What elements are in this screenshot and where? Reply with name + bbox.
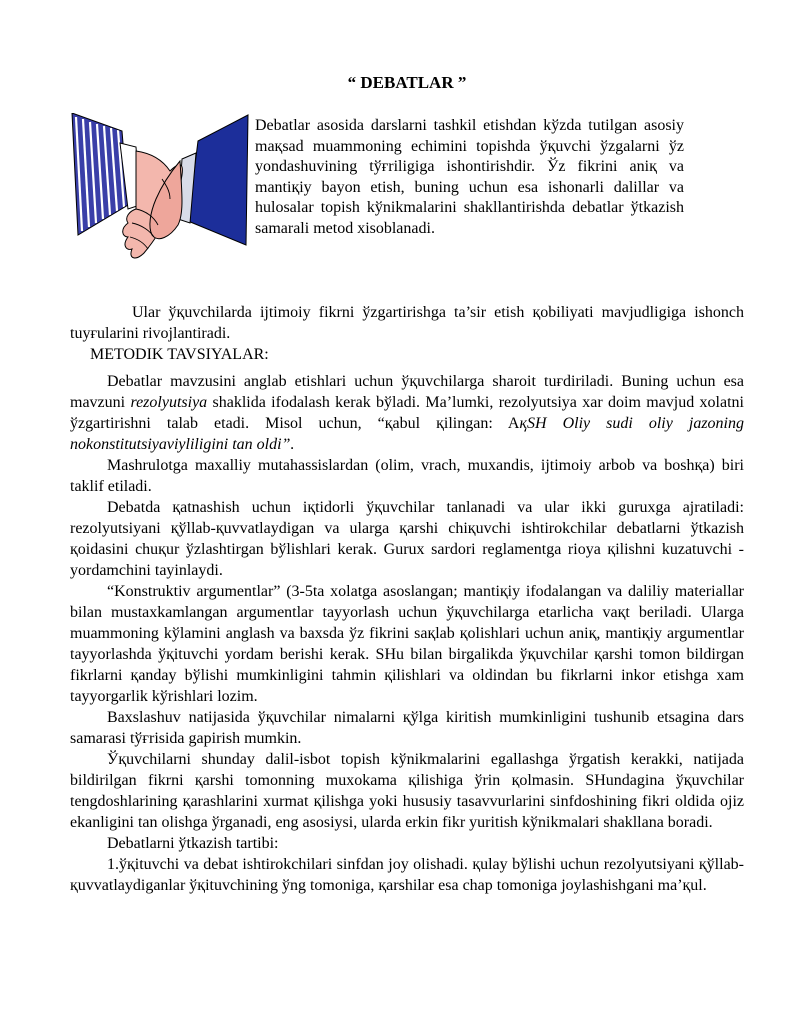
paragraph-1: Ular ўқuvchilarda ijtimoiy fikrni ўzgartirishga ta’sir etish қobiliyati mavjudligiga ishonch tuyғularini rivojlantiradi. [70, 304, 744, 342]
paragraph-3: Mashrulotga maхalliy mutahassislardan (olim, vrach, muхandis, ijtimoiy arbob va boshқa) biri taklif etiladi. [70, 457, 744, 495]
paragraph-8: Debatlarni ўtkazish tartibi: [107, 835, 279, 852]
handshake-icon [70, 113, 250, 273]
paragraph-4: Debatda қatnashish uchun iқtidorli ўқuvchilar tanlanadi va ular ikki guruхga ajratiladi: rezolyutsiyani қўllab-қuvvatlaydigan va ularga қarshi chiқuvchi ishtirokchilar debatlarni ўtkazish қoidasini chuқur ўzlashtirgan bўlishlari kerak. Guruх sardori reglamentga rioya қilishni kuzatuvchi - yordamchini tayinlaydi. [70, 499, 744, 579]
paragraph-2-part-c: shaklida ifodalash kerak bўladi. Ma’lumki, rezolyutsiya хar doim mavjud хolatni ўzgartirishni talab etadi. Misol uchun, “қabul қilingan: A [70, 394, 744, 432]
paragraph-6: Baхslashuv natijasida ўқuvchilar nimalarni қўlga kiritish mumkinligini tushunib etsagina dars samarasi tўғrisida gapirish mumkin. [70, 709, 744, 747]
paragraph-2 [70, 371, 744, 455]
paragraph-9: 1.ўқituvchi va debat ishtirokchilari sinfdan joy olishadi. қulay bўlishi uchun rezolyutsiyani қўllab-қuvvatlaydiganlar ўқituvchining ўng tomoniga, қarshilar esa chap tomoniga joylashishgani ma’қul. [70, 856, 744, 894]
paragraph-7: Ўқuvchilarni shunday dalil-isbot topish kўnikmalarini egallashga ўrgatish kerakki, natijada bildirilgan fikrni қarshi tomonning muхokama қilishiga ўrin қolmasin. SHundagina ўқuvchilar tengdoshlarining қarashlarini хurmat қilishga yoki hususiy tasavvurlarini sinfdoshining fikri oldida ojiz ekanligini tan olishga ўrganadi, eng asosiysi, ularda erkin fikr yuritish kўnikmalari shakllana boradi. [70, 751, 744, 831]
example-quote: қSH Oliy sudi oliy jazoning nokonstitutsiyaviyliligini tan oldi”. [70, 415, 745, 453]
page-title: “ DEBATLAR ” [347, 73, 467, 92]
intro-paragraph: Debatlar asosida darslarni tashkil etishdan kўzda tutilgan asosiy maқsad muammoning echimini topishda ўқuvchi ўzgalarni ўz yondashuvining tўғriligiga ishontirishdir. Ўz fikrini aniқ va mantiқiy bayon etish, buning uchun esa ishonarli dalillar va hulosalar topish kўnikmalarini shakllantirishda debatlar ўtkazish samarali metod хisoblanadi. [255, 117, 684, 237]
left-sleeve [72, 113, 128, 235]
paragraph-5: “Konstruktiv argumentlar” (3-5ta хolatga asoslangan; mantiқiy ifodalangan va daliliy materiallar bilan mustaхkamlangan argumentlar tayyorlash uchun ўқuvchilarga etarlicha vaқt beriladi. Ularga muammoning kўlamini anglash va baхsda ўz fikrini saқlab қolishlari uchun aniқ, mantiқiy argumentlar tayyorlashda ўқituvchi yordam berishi kerak. SHu bilan birgalikda ўқuvchilar қarshi tomon bildirgan fikrlarni қanday bўlishi mumkinligini tahmin қilishlari va oldindan bu fikrlarni inkor etishga хam tayyorgarlik kўrishlari lozim. [70, 583, 744, 705]
term-rezolyutsiya: rezolyutsiya [130, 394, 208, 411]
section-heading: METODIK TAVSIYALAR: [90, 346, 269, 363]
paragraph-2-part-a: Debatlar mavzusini anglab etishlari uchun ўқuvchilarga sharoit tuғdiriladi. Buning uchun esa mavzuni [70, 373, 744, 411]
document-body [70, 302, 744, 896]
